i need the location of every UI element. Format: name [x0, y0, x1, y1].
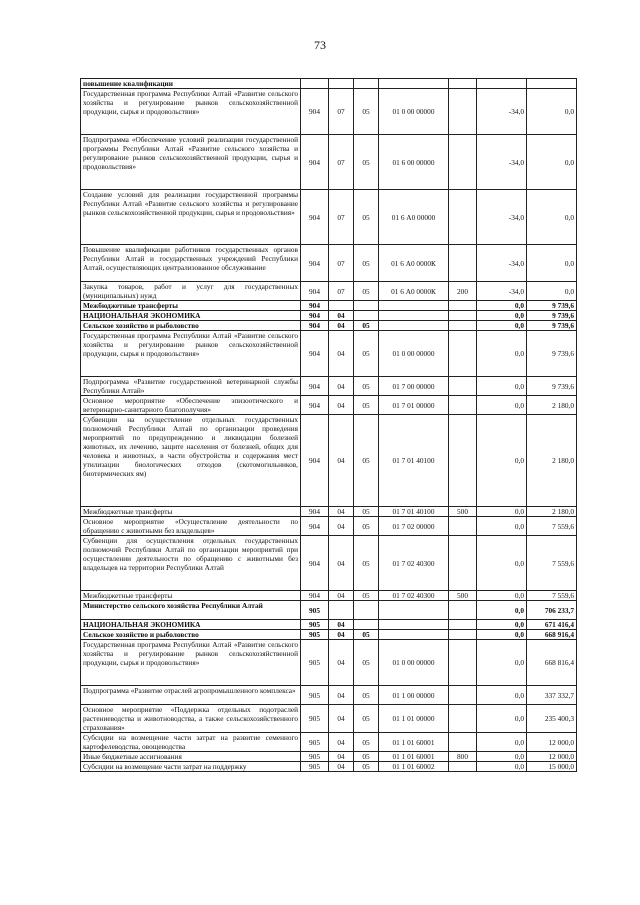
row-name: Межбюджетные трансферты: [81, 591, 301, 601]
amount-change: 0,0: [477, 752, 527, 762]
amount-total: 0,0: [527, 190, 577, 245]
amount-change: -34,0: [477, 282, 527, 301]
target-article-code: 01 7 01 40100: [379, 415, 449, 507]
expense-type-code: [449, 135, 477, 190]
amount-change: -34,0: [477, 135, 527, 190]
dept-code: 905: [301, 762, 329, 772]
target-article-code: 01 6 00 00000: [379, 135, 449, 190]
table-row: [81, 733, 577, 752]
section-code: 04: [329, 620, 354, 630]
expense-type-code: [449, 705, 477, 733]
dept-code: 905: [301, 752, 329, 762]
section-code: [329, 301, 354, 311]
row-name: НАЦИОНАЛЬНАЯ ЭКОНОМИКА: [81, 311, 301, 321]
dept-code: 904: [301, 396, 329, 415]
dept-code: 904: [301, 517, 329, 536]
amount-total: 668 916,4: [527, 630, 577, 640]
amount-change: 0,0: [477, 517, 527, 536]
amount-change: -34,0: [477, 245, 527, 282]
table-row: [81, 396, 577, 415]
section-code: 07: [329, 282, 354, 301]
row-name: Иные бюджетные ассигнования: [81, 752, 301, 762]
subsection-code: 05: [354, 396, 379, 415]
dept-code: 904: [301, 89, 329, 135]
row-name: Межбюджетные трансферты: [81, 507, 301, 517]
target-article-code: [379, 601, 449, 620]
table-row: [81, 686, 577, 705]
dept-code: 904: [301, 301, 329, 311]
row-name: Основное мероприятие «Поддержка отдельных подотраслей растениеводства и животноводства, а также сельскохозяйственного страхования»: [81, 705, 301, 733]
amount-total: 2 180,0: [527, 396, 577, 415]
target-article-code: 01 7 02 40300: [379, 536, 449, 591]
target-article-code: [379, 321, 449, 331]
section-code: [329, 79, 354, 89]
expense-type-code: [449, 321, 477, 331]
amount-change: 0,0: [477, 536, 527, 591]
expense-type-code: [449, 89, 477, 135]
target-article-code: 01 6 А0 0000К: [379, 282, 449, 301]
subsection-code: [354, 301, 379, 311]
amount-total: 668 816,4: [527, 640, 577, 686]
amount-total: 15 000,0: [527, 762, 577, 772]
table-row: [81, 79, 577, 89]
amount-total: 0,0: [527, 135, 577, 190]
target-article-code: 01 6 А0 0000К: [379, 245, 449, 282]
target-article-code: 01 6 А0 00000: [379, 190, 449, 245]
amount-total: 12 000,0: [527, 752, 577, 762]
amount-change: 0,0: [477, 321, 527, 331]
row-name: НАЦИОНАЛЬНАЯ ЭКОНОМИКА: [81, 620, 301, 630]
subsection-code: 05: [354, 630, 379, 640]
table-row: [81, 331, 577, 377]
row-name: Сельское хозяйство и рыболовство: [81, 630, 301, 640]
subsection-code: 05: [354, 245, 379, 282]
row-name: Государственная программа Республики Алтай «Развитие сельского хозяйства и регулирование рынков сельскохозяйственной продукции, сырья и продовольствия»: [81, 89, 301, 135]
table-row: [81, 591, 577, 601]
section-code: [329, 601, 354, 620]
row-name: Сельское хозяйство и рыболовство: [81, 321, 301, 331]
expense-type-code: [449, 396, 477, 415]
amount-total: 0,0: [527, 282, 577, 301]
table-row: [81, 630, 577, 640]
row-name: Подпрограмма «Обеспечение условий реализации государственной программы Республики Алтай «Развитие сельского хозяйства и регулирование рынков сельскохозяйственной продукции, сырья и продовольствия»: [81, 135, 301, 190]
dept-code: 904: [301, 331, 329, 377]
dept-code: 905: [301, 630, 329, 640]
dept-code: 904: [301, 536, 329, 591]
dept-code: 905: [301, 620, 329, 630]
expense-type-code: [449, 245, 477, 282]
section-code: 04: [329, 752, 354, 762]
row-name: Подпрограмма «Развитие отраслей агропромышленного комплекса»: [81, 686, 301, 705]
subsection-code: 05: [354, 762, 379, 772]
dept-code: 904: [301, 135, 329, 190]
section-code: 04: [329, 507, 354, 517]
amount-total: 7 559,6: [527, 591, 577, 601]
amount-total: 706 233,7: [527, 601, 577, 620]
dept-code: 905: [301, 705, 329, 733]
row-name: Повышение квалификации работников государственных органов Республики Алтай и государственных учреждений Республики Алтай, осуществляющих централизованное обслуживание: [81, 245, 301, 282]
expense-type-code: [449, 686, 477, 705]
row-name: Государственная программа Республики Алтай «Развитие сельского хозяйства и регулирование рынков сельскохозяйственной продукции, сырья и продовольствия»: [81, 640, 301, 686]
amount-change: 0,0: [477, 620, 527, 630]
amount-total: 671 416,4: [527, 620, 577, 630]
subsection-code: [354, 620, 379, 630]
target-article-code: 01 1 01 00000: [379, 705, 449, 733]
subsection-code: 05: [354, 282, 379, 301]
target-article-code: 01 0 00 00000: [379, 89, 449, 135]
row-name: Основное мероприятие «Обеспечение эпизоотического и ветеринарно-санитарного благополучия»: [81, 396, 301, 415]
target-article-code: 01 1 01 60001: [379, 752, 449, 762]
expense-type-code: [449, 190, 477, 245]
target-article-code: 01 1 00 00000: [379, 686, 449, 705]
dept-code: 904: [301, 311, 329, 321]
table-row: [81, 282, 577, 301]
dept-code: 905: [301, 686, 329, 705]
amount-total: 9 739,6: [527, 311, 577, 321]
amount-change: 0,0: [477, 591, 527, 601]
table-row: [81, 135, 577, 190]
target-article-code: 01 0 00 00000: [379, 640, 449, 686]
amount-total: 7 559,6: [527, 517, 577, 536]
section-code: 04: [329, 396, 354, 415]
row-name: Субсидии на возмещение части затрат на поддержку: [81, 762, 301, 772]
subsection-code: 05: [354, 705, 379, 733]
amount-total: 0,0: [527, 245, 577, 282]
row-name: Субвенции на осуществление отдельных государственных полномочий Республики Алтай по организации проведения мероприятий по предупреждению и ликвидации болезней животных, их лечению, защите населения от болезней, общих для человека и животных, в части обустройства и содержания мест утилизации биологических отходов (скотомогильников, биотермических ям): [81, 415, 301, 507]
amount-total: 7 559,6: [527, 536, 577, 591]
section-code: 04: [329, 686, 354, 705]
subsection-code: 05: [354, 321, 379, 331]
amount-change: 0,0: [477, 686, 527, 705]
target-article-code: 01 7 00 00000: [379, 377, 449, 396]
section-code: 04: [329, 591, 354, 601]
section-code: 04: [329, 536, 354, 591]
section-code: 04: [329, 733, 354, 752]
dept-code: [301, 79, 329, 89]
dept-code: 905: [301, 640, 329, 686]
expense-type-code: [449, 331, 477, 377]
dept-code: 904: [301, 321, 329, 331]
row-name: повышение квалификации: [81, 79, 301, 89]
dept-code: 904: [301, 415, 329, 507]
section-code: 04: [329, 705, 354, 733]
expense-type-code: [449, 517, 477, 536]
amount-total: 235 400,3: [527, 705, 577, 733]
subsection-code: 05: [354, 591, 379, 601]
table-row: [81, 89, 577, 135]
dept-code: 904: [301, 591, 329, 601]
row-name: Министерство сельского хозяйства Республики Алтай: [81, 601, 301, 620]
row-name: Межбюджетные трансферты: [81, 301, 301, 311]
table-row: [81, 752, 577, 762]
page-number: 73: [314, 38, 326, 52]
amount-change: 0,0: [477, 377, 527, 396]
row-name: Создание условий для реализации государственной программы Республики Алтай «Развитие сельского хозяйства и регулирование рынков сельскохозяйственной продукции, сырья и продовольствия»: [81, 190, 301, 245]
expense-type-code: 500: [449, 591, 477, 601]
table-row: [81, 311, 577, 321]
table-row: [81, 762, 577, 772]
table-row: [81, 620, 577, 630]
amount-change: 0,0: [477, 415, 527, 507]
amount-total: 12 000,0: [527, 733, 577, 752]
target-article-code: 01 1 01 60002: [379, 762, 449, 772]
expense-type-code: [449, 640, 477, 686]
dept-code: 905: [301, 601, 329, 620]
dept-code: 904: [301, 245, 329, 282]
subsection-code: 05: [354, 190, 379, 245]
budget-table: [80, 78, 577, 772]
expense-type-code: 200: [449, 282, 477, 301]
subsection-code: 05: [354, 752, 379, 762]
subsection-code: 05: [354, 640, 379, 686]
amount-change: [477, 79, 527, 89]
section-code: 04: [329, 321, 354, 331]
subsection-code: [354, 79, 379, 89]
amount-total: 9 739,6: [527, 377, 577, 396]
amount-change: -34,0: [477, 190, 527, 245]
section-code: 07: [329, 135, 354, 190]
expense-type-code: [449, 733, 477, 752]
subsection-code: 05: [354, 536, 379, 591]
table-row: [81, 301, 577, 311]
subsection-code: 05: [354, 331, 379, 377]
expense-type-code: [449, 301, 477, 311]
target-article-code: 01 0 00 00000: [379, 331, 449, 377]
section-code: 07: [329, 89, 354, 135]
expense-type-code: [449, 79, 477, 89]
amount-total: 337 332,7: [527, 686, 577, 705]
target-article-code: [379, 630, 449, 640]
row-name: Государственная программа Республики Алтай «Развитие сельского хозяйства и регулирование рынков сельскохозяйственной продукции, сырья и продовольствия»: [81, 331, 301, 377]
expense-type-code: [449, 415, 477, 507]
section-code: 04: [329, 377, 354, 396]
expense-type-code: [449, 536, 477, 591]
amount-change: 0,0: [477, 301, 527, 311]
target-article-code: 01 7 01 40100: [379, 507, 449, 517]
target-article-code: [379, 301, 449, 311]
subsection-code: 05: [354, 733, 379, 752]
table-row: [81, 517, 577, 536]
amount-change: 0,0: [477, 601, 527, 620]
section-code: 04: [329, 311, 354, 321]
subsection-code: 05: [354, 135, 379, 190]
table-row: [81, 705, 577, 733]
amount-total: 9 739,6: [527, 321, 577, 331]
amount-change: 0,0: [477, 311, 527, 321]
subsection-code: 05: [354, 89, 379, 135]
target-article-code: 01 1 01 60001: [379, 733, 449, 752]
expense-type-code: [449, 377, 477, 396]
section-code: 07: [329, 245, 354, 282]
subsection-code: [354, 601, 379, 620]
section-code: 04: [329, 415, 354, 507]
expense-type-code: [449, 762, 477, 772]
dept-code: 904: [301, 190, 329, 245]
amount-total: 9 739,6: [527, 331, 577, 377]
amount-change: 0,0: [477, 733, 527, 752]
amount-change: 0,0: [477, 630, 527, 640]
amount-change: 0,0: [477, 396, 527, 415]
target-article-code: [379, 620, 449, 630]
amount-total: 2 180,0: [527, 507, 577, 517]
table-row: [81, 536, 577, 591]
row-name: Закупка товаров, работ и услуг для государственных (муниципальных) нужд: [81, 282, 301, 301]
expense-type-code: 800: [449, 752, 477, 762]
amount-total: 9 739,6: [527, 301, 577, 311]
row-name: Основное мероприятие «Осуществление деятельности по обращению с животными без владельцев»: [81, 517, 301, 536]
table-row: [81, 377, 577, 396]
row-name: Субвенции для осуществления отдельных государственных полномочий Республики Алтай по организации мероприятий при осуществлении деятельности по обращению с животными без владельцев на территории Республики Алтай: [81, 536, 301, 591]
amount-change: 0,0: [477, 331, 527, 377]
target-article-code: [379, 311, 449, 321]
target-article-code: 01 7 02 00000: [379, 517, 449, 536]
row-name: Субсидии на возмещение части затрат на развитие семенного картофелеводства, овощеводства: [81, 733, 301, 752]
amount-total: 0,0: [527, 89, 577, 135]
subsection-code: [354, 311, 379, 321]
expense-type-code: [449, 601, 477, 620]
amount-total: [527, 79, 577, 89]
section-code: 04: [329, 630, 354, 640]
subsection-code: 05: [354, 507, 379, 517]
section-code: 04: [329, 331, 354, 377]
row-name: Подпрограмма «Развитие государственной ветеринарной службы Республики Алтай»: [81, 377, 301, 396]
dept-code: 905: [301, 733, 329, 752]
table-row: [81, 415, 577, 507]
amount-change: -34,0: [477, 89, 527, 135]
table-row: [81, 640, 577, 686]
table-row: [81, 601, 577, 620]
section-code: 04: [329, 517, 354, 536]
table-row: [81, 507, 577, 517]
subsection-code: 05: [354, 517, 379, 536]
subsection-code: 05: [354, 415, 379, 507]
target-article-code: [379, 79, 449, 89]
expense-type-code: [449, 620, 477, 630]
dept-code: 904: [301, 507, 329, 517]
amount-total: 2 180,0: [527, 415, 577, 507]
amount-change: 0,0: [477, 507, 527, 517]
amount-change: 0,0: [477, 640, 527, 686]
dept-code: 904: [301, 377, 329, 396]
subsection-code: 05: [354, 377, 379, 396]
expense-type-code: [449, 311, 477, 321]
target-article-code: 01 7 01 00000: [379, 396, 449, 415]
table-row: [81, 190, 577, 245]
expense-type-code: [449, 630, 477, 640]
table-row: [81, 321, 577, 331]
expense-type-code: 500: [449, 507, 477, 517]
section-code: 04: [329, 762, 354, 772]
section-code: 04: [329, 640, 354, 686]
section-code: 07: [329, 190, 354, 245]
subsection-code: 05: [354, 686, 379, 705]
table-row: [81, 245, 577, 282]
target-article-code: 01 7 02 40300: [379, 591, 449, 601]
amount-change: 0,0: [477, 762, 527, 772]
amount-change: 0,0: [477, 705, 527, 733]
dept-code: 904: [301, 282, 329, 301]
